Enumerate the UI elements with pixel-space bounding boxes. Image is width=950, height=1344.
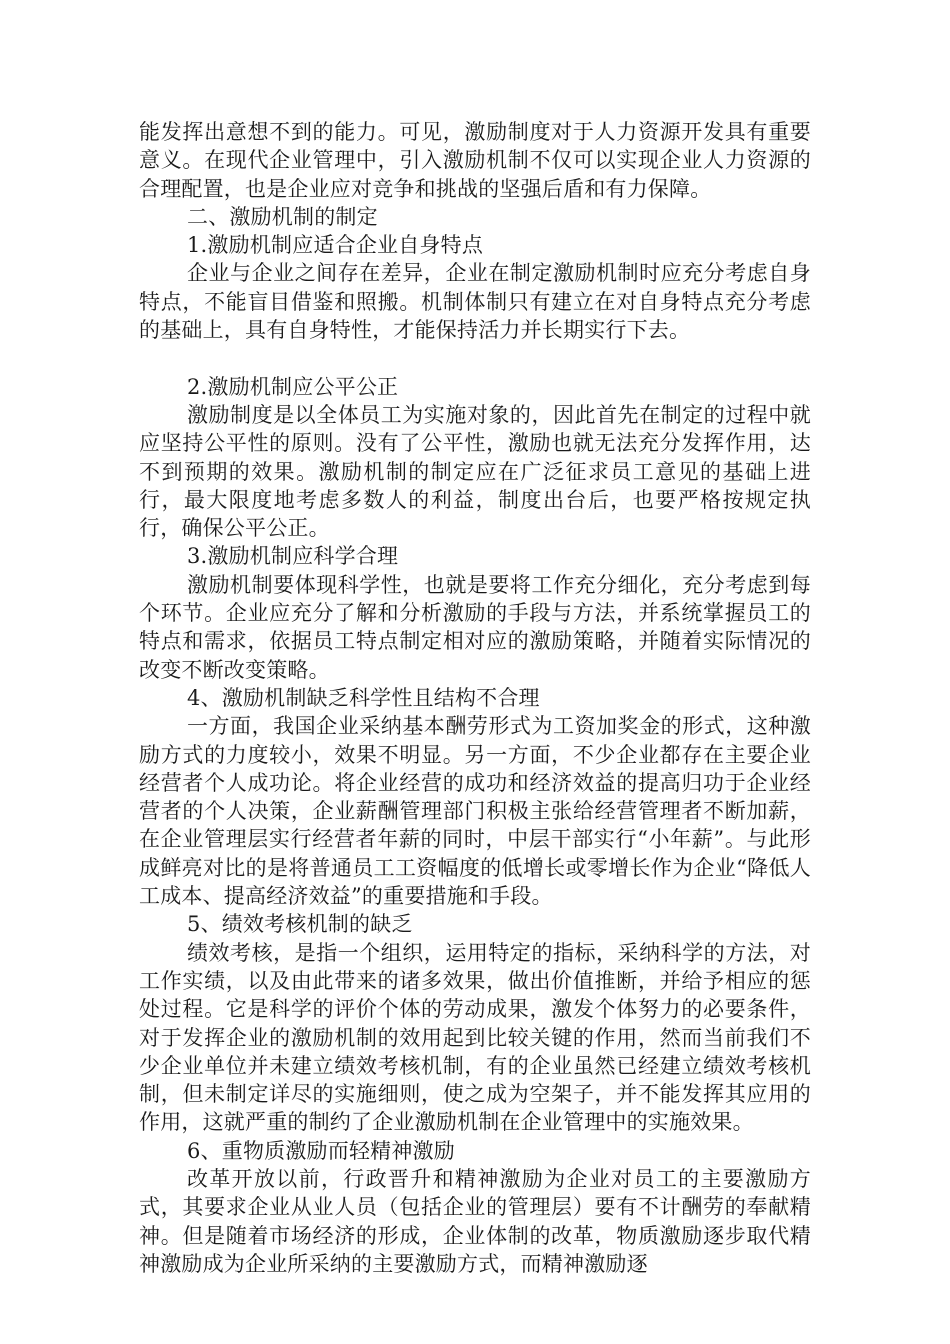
subheading-1: 1.激励机制应适合企业自身特点 (187, 233, 484, 258)
paragraph-5: 绩效考核，是指一个组织，运用特定的指标，采纳科学的方法，对工作实绩，以及由此带来的诸多效果，做出价值推断，并给予相应的惩处过程。它是科学的评价个体的劳动成果，激发个体努力的必要条件，对于发挥企业的激励机制的效用起到比较关键的作用，然而当前我们不少企业单位并未建立绩效考核机制，有的企业虽然已经建立绩效考核机制，但未制定详尽的实施细则，使之成为空架子，并不能发挥其应用的作用，这就严重的制约了企业激励机制在企业管理中的实施效果。 (139, 940, 811, 1135)
intro-paragraph: 能发挥出意想不到的能力。可见，激励制度对于人力资源开发具有重要意义。在现代企业管理中，引入激励机制不仅可以实现企业人力资源的合理配置，也是企业应对竞争和挑战的坚强后盾和有力保障。 (139, 120, 811, 201)
blank-line (139, 344, 811, 372)
document-page (139, 118, 811, 1278)
paragraph-2: 激励制度是以全体员工为实施对象的，因此首先在制定的过程中就应坚持公平性的原则。没有了公平性，激励也就无法充分发挥作用，达不到预期的效果。激励机制的制定应在广泛征求员工意见的基础上进行，最大限度地考虑多数人的利益，制度出台后，也要严格按规定执行，确保公平公正。 (139, 402, 811, 541)
paragraph-6: 改革开放以前，行政晋升和精神激励为企业对员工的主要激励方式，其要求企业从业人员（包括企业的管理层）要有不计酬劳的奉献精神。但是随着市场经济的形成，企业体制的改革，物质激励逐步取代精神激励成为企业所采纳的主要激励方式，而精神激励逐 (139, 1166, 811, 1276)
subheading-4: 4、激励机制缺乏科学性且结构不合理 (187, 685, 540, 710)
subheading-6: 6、重物质激励而轻精神激励 (187, 1138, 455, 1163)
paragraph-4: 一方面，我国企业采纳基本酬劳形式为工资加奖金的形式，这种激励方式的力度较小，效果不明显。另一方面，不少企业都存在主要企业经营者个人成功论。将企业经营的成功和经济效益的提高归功于企业经营者的个人决策，企业薪酬管理部门积极主张给经营管理者不断加薪，在企业管理层实行经营者年薪的同时，中层干部实行“小年薪”。与此形成鲜亮对比的是将普通员工工资幅度的低增长或零增长作为企业“降低人工成本、提高经济效益”的重要措施和手段。 (139, 714, 811, 909)
subheading-2: 2.激励机制应公平公正 (187, 374, 399, 399)
subheading-3: 3.激励机制应科学合理 (187, 544, 399, 569)
paragraph-3: 激励机制要体现科学性，也就是要将工作充分细化，充分考虑到每个环节。企业应充分了解和分析激励的手段与方法，并系统掌握员工的特点和需求，依据员工特点制定相对应的激励策略，并随着实际情况的改变不断改变策略。 (139, 572, 811, 682)
section-heading: 二、激励机制的制定 (187, 204, 378, 229)
paragraph-1: 企业与企业之间存在差异，企业在制定激励机制时应充分考虑自身特点，不能盲目借鉴和照搬。机制体制只有建立在对自身特点充分考虑的基础上，具有自身特性，才能保持活力并长期实行下去。 (139, 261, 811, 343)
subheading-5: 5、绩效考核机制的缺乏 (187, 912, 413, 937)
